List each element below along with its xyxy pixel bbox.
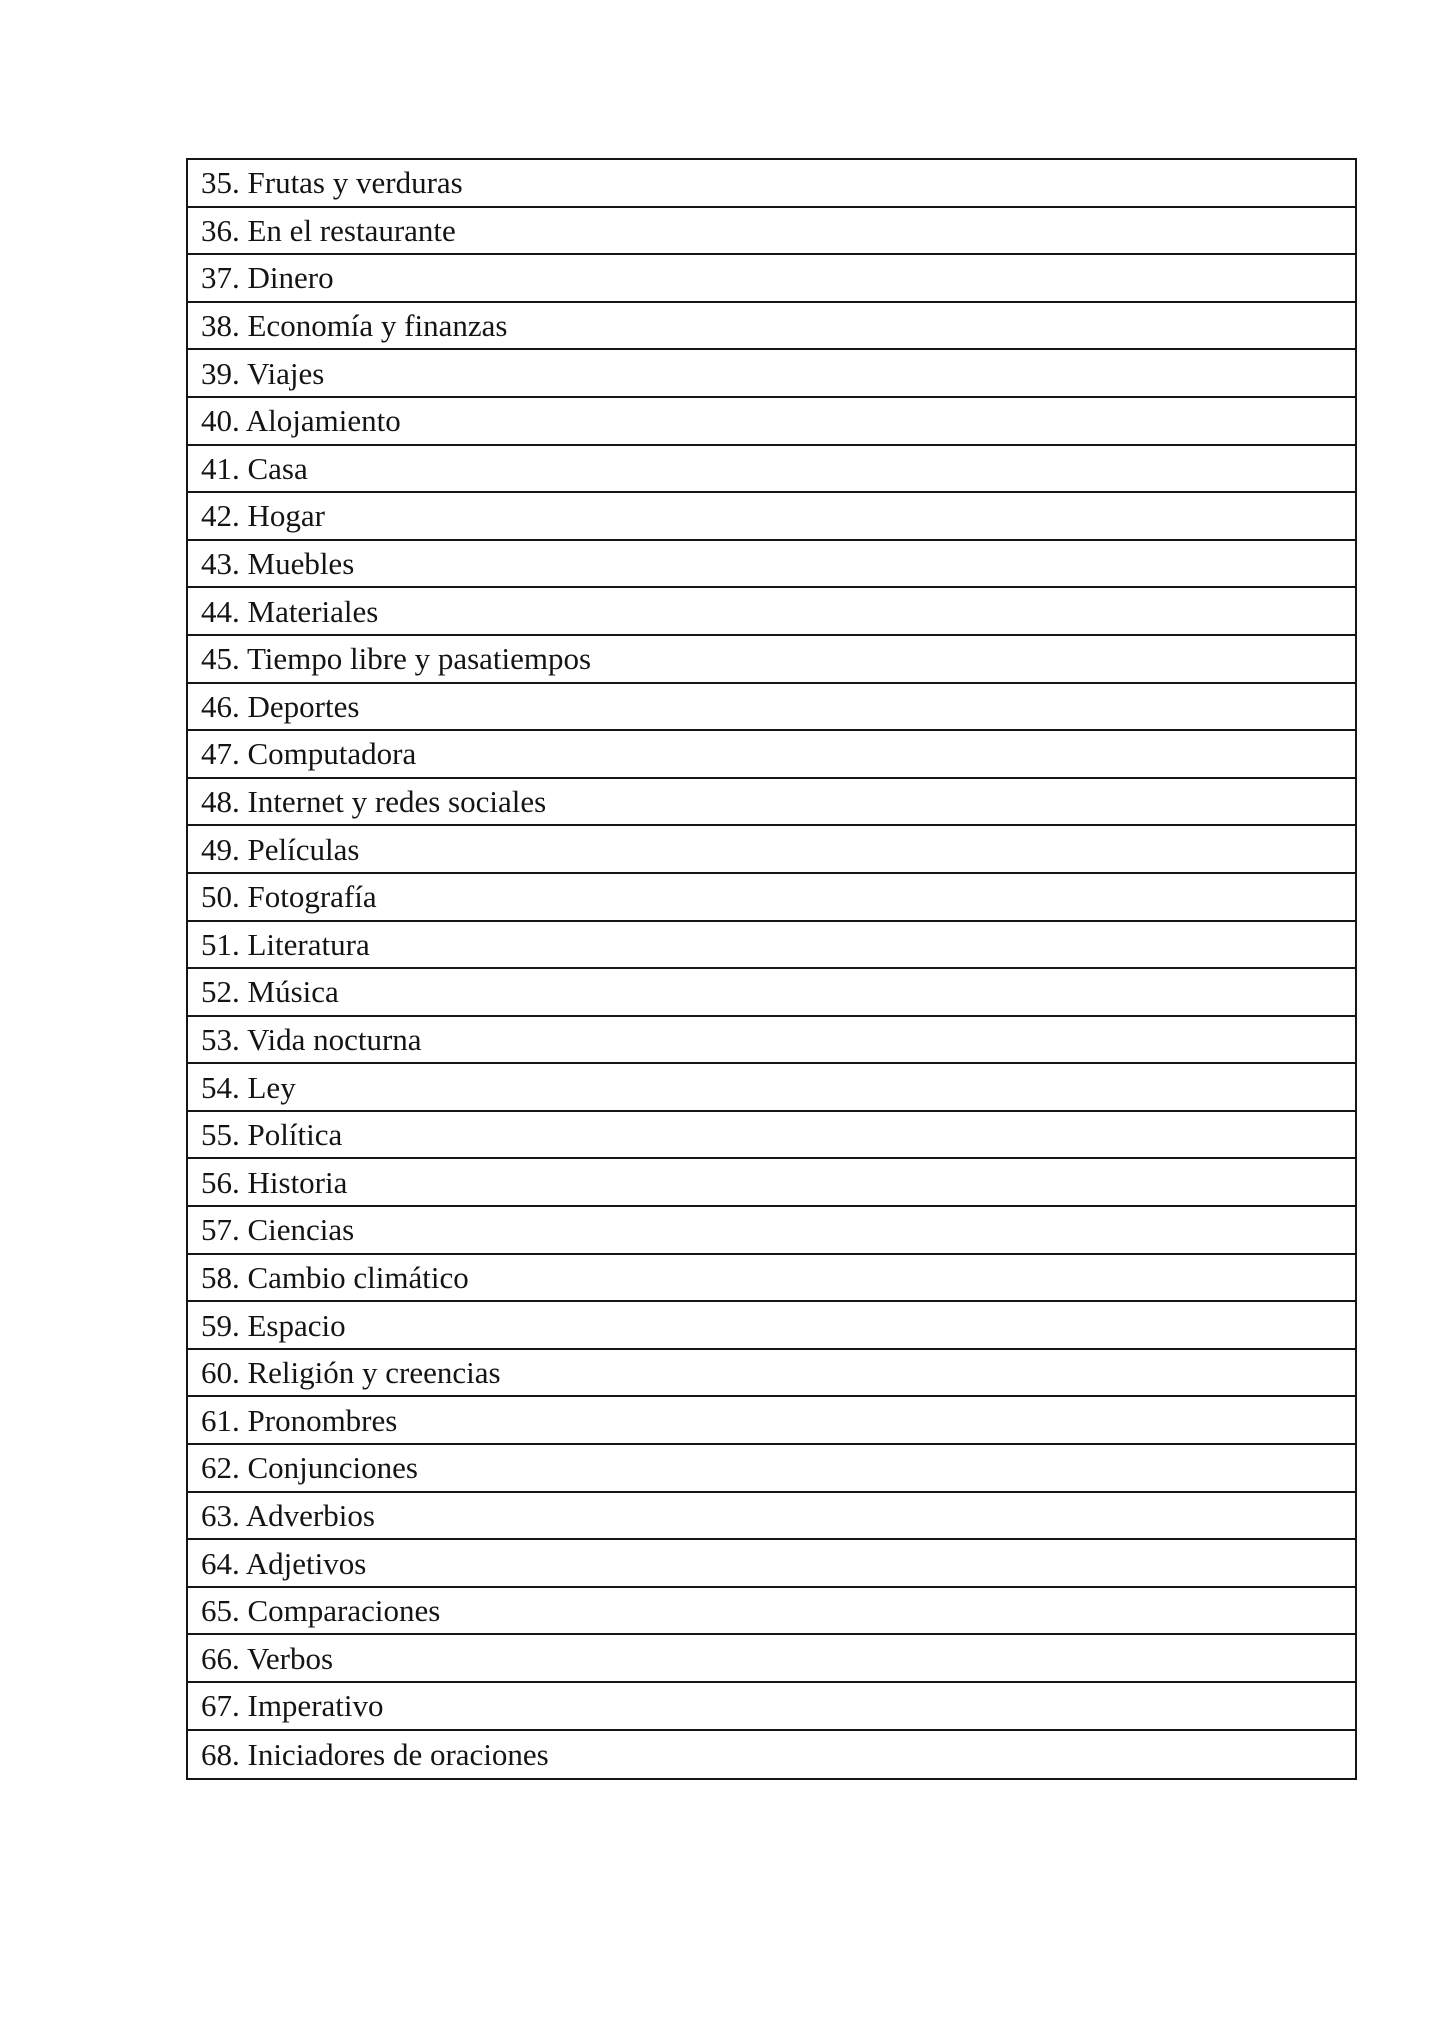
- list-item: 58. Cambio climático: [188, 1255, 1355, 1303]
- list-item: 44. Materiales: [188, 588, 1355, 636]
- list-item: 48. Internet y redes sociales: [188, 779, 1355, 827]
- list-item: 63. Adverbios: [188, 1493, 1355, 1541]
- list-item: 41. Casa: [188, 446, 1355, 494]
- list-item: 51. Literatura: [188, 922, 1355, 970]
- list-item: 49. Películas: [188, 826, 1355, 874]
- list-item: 59. Espacio: [188, 1302, 1355, 1350]
- list-item: 66. Verbos: [188, 1635, 1355, 1683]
- list-item: 56. Historia: [188, 1159, 1355, 1207]
- contents-table: [186, 158, 1357, 1780]
- list-item: 35. Frutas y verduras: [188, 160, 1355, 208]
- list-item: 57. Ciencias: [188, 1207, 1355, 1255]
- list-item: 40. Alojamiento: [188, 398, 1355, 446]
- list-item: 65. Comparaciones: [188, 1588, 1355, 1636]
- list-item: 67. Imperativo: [188, 1683, 1355, 1731]
- list-item: 45. Tiempo libre y pasatiempos: [188, 636, 1355, 684]
- list-item: 62. Conjunciones: [188, 1445, 1355, 1493]
- list-item: 42. Hogar: [188, 493, 1355, 541]
- list-item: 36. En el restaurante: [188, 208, 1355, 256]
- list-item: 50. Fotografía: [188, 874, 1355, 922]
- list-item: 54. Ley: [188, 1064, 1355, 1112]
- list-item: 39. Viajes: [188, 350, 1355, 398]
- list-item: 68. Iniciadores de oraciones: [201, 1736, 549, 1772]
- list-item: 53. Vida nocturna: [188, 1017, 1355, 1065]
- list-item: 64. Adjetivos: [188, 1540, 1355, 1588]
- list-item: 38. Economía y finanzas: [188, 303, 1355, 351]
- list-item: 55. Política: [188, 1112, 1355, 1160]
- list-item: 47. Computadora: [188, 731, 1355, 779]
- list-item: 61. Pronombres: [188, 1397, 1355, 1445]
- list-item: 43. Muebles: [188, 541, 1355, 589]
- list-item: 46. Deportes: [188, 684, 1355, 732]
- list-item: 37. Dinero: [188, 255, 1355, 303]
- list-item: 60. Religión y creencias: [188, 1350, 1355, 1398]
- list-item: 52. Música: [188, 969, 1355, 1017]
